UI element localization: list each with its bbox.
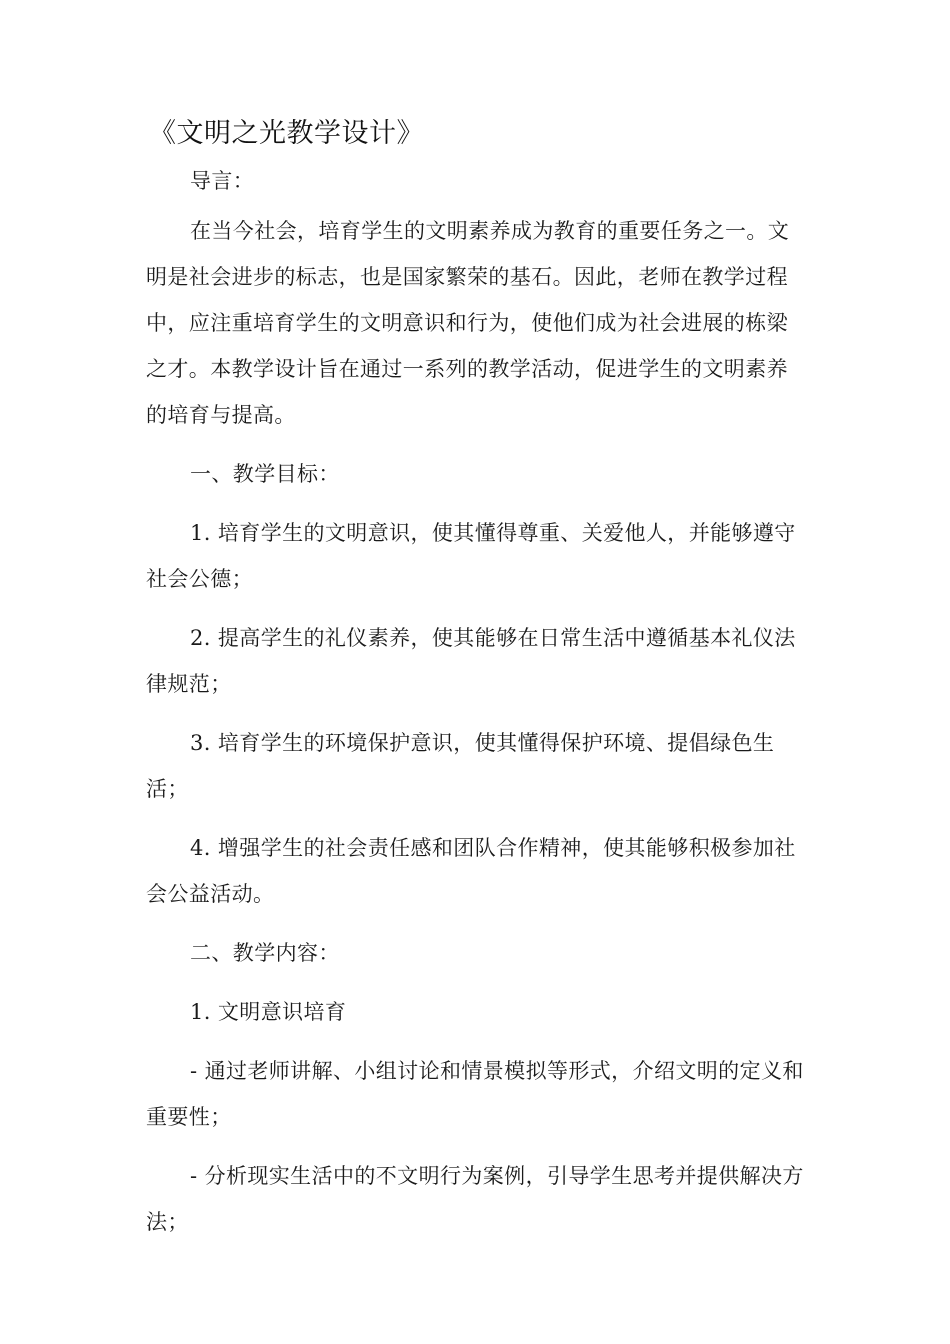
intro-heading: 导言：: [190, 169, 255, 193]
objective-item: 3. 培育学生的环境保护意识，使其懂得保护环境、提倡绿色生活；: [146, 731, 775, 801]
document-title: 《文明之光教学设计》: [149, 118, 424, 149]
section-heading-objectives: 一、教学目标：: [190, 462, 340, 486]
intro-paragraph: 在当今社会，培育学生的文明素养成为教育的重要任务之一。文明是社会进步的标志，也是国家繁荣的基石。因此，老师在教学过程中，应注重培育学生的文明意识和行为，使他们成为社会进展的栋梁之才。本教学设计旨在通过一系列的教学活动，促进学生的文明素养的培育与提高。: [146, 219, 790, 427]
content-bullet: - 分析现实生活中的不文明行为案例，引导学生思考并提供解决方法；: [146, 1164, 804, 1234]
objective-item: 4. 增强学生的社会责任感和团队合作精神，使其能够积极参加社会公益活动。: [146, 836, 796, 906]
section-heading-content: 二、教学内容：: [190, 941, 340, 965]
objective-item: 2. 提高学生的礼仪素养，使其能够在日常生活中遵循基本礼仪法律规范；: [146, 626, 796, 696]
content-subheading: 1. 文明意识培育: [190, 1000, 347, 1024]
content-bullet: - 通过老师讲解、小组讨论和情景模拟等形式，介绍文明的定义和重要性；: [146, 1059, 804, 1129]
objective-item: 1. 培育学生的文明意识，使其懂得尊重、关爱他人，并能够遵守社会公德；: [146, 521, 796, 591]
document-body: [146, 114, 806, 1245]
